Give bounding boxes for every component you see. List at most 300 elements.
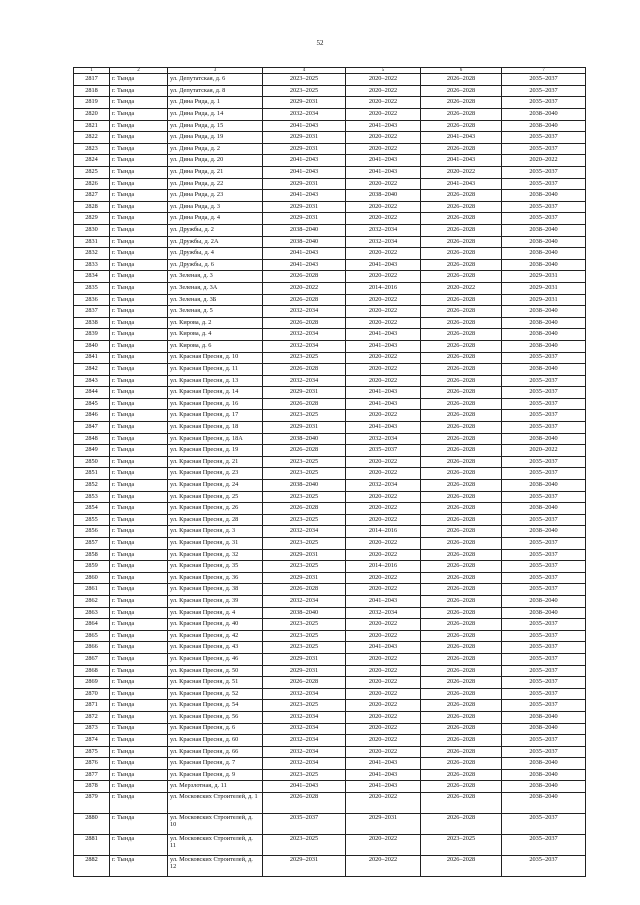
table-row <box>74 352 586 364</box>
city-cell: г. Тында <box>110 109 168 121</box>
row-number: 2819 <box>74 97 110 109</box>
period-cell: 2041–2043 <box>263 190 346 202</box>
address-cell: ул. Красная Пресня, д. 39 <box>168 595 263 607</box>
period-cell: 2041–2043 <box>263 781 346 793</box>
table-row <box>74 364 586 376</box>
table-row <box>74 723 586 735</box>
row-number: 2872 <box>74 711 110 723</box>
address-cell: ул. Красная Пресня, д. 24 <box>168 480 263 492</box>
period-cell: 2023–2025 <box>263 410 346 422</box>
row-number: 2840 <box>74 340 110 352</box>
address-cell: ул. Красная Пресня, д. 32 <box>168 549 263 561</box>
city-cell: г. Тында <box>110 514 168 526</box>
period-cell: 2035–2037 <box>502 178 586 190</box>
table-row <box>74 619 586 631</box>
city-cell: г. Тында <box>110 503 168 515</box>
period-cell: 2041–2043 <box>263 120 346 132</box>
period-cell: 2014–2016 <box>346 526 421 538</box>
row-number: 2824 <box>74 155 110 167</box>
period-cell: 2038–2040 <box>502 120 586 132</box>
address-cell: ул. Красная Пресня, д. 46 <box>168 653 263 665</box>
city-cell: г. Тында <box>110 410 168 422</box>
table-row <box>74 201 586 213</box>
table-row <box>74 178 586 190</box>
period-cell: 2032–2034 <box>346 236 421 248</box>
table-row <box>74 514 586 526</box>
row-number: 2851 <box>74 468 110 480</box>
city-cell: г. Тында <box>110 259 168 271</box>
city-cell: г. Тында <box>110 155 168 167</box>
table-row <box>74 282 586 294</box>
address-cell: ул. Московских Строителей, д. 10 <box>168 814 263 835</box>
city-cell: г. Тында <box>110 468 168 480</box>
row-number: 2825 <box>74 167 110 179</box>
period-cell: 2026–2028 <box>421 677 502 689</box>
period-cell: 2035–2037 <box>502 856 586 877</box>
period-cell: 2026–2028 <box>421 468 502 480</box>
period-cell: 2032–2034 <box>263 735 346 747</box>
address-cell: ул. Красная Пресня, д. 13 <box>168 375 263 387</box>
row-number: 2859 <box>74 561 110 573</box>
period-cell: 2038–2040 <box>502 329 586 341</box>
period-cell: 2035–2037 <box>502 468 586 480</box>
city-cell: г. Тында <box>110 856 168 877</box>
address-cell: ул. Красная Пресня, д. 25 <box>168 491 263 503</box>
period-cell: 2026–2028 <box>421 352 502 364</box>
city-cell: г. Тында <box>110 456 168 468</box>
period-cell: 2035–2037 <box>502 74 586 86</box>
period-cell: 2038–2040 <box>263 480 346 492</box>
period-cell: 2038–2040 <box>502 236 586 248</box>
address-cell: ул. Красная Пресня, д. 16 <box>168 398 263 410</box>
period-cell: 2038–2040 <box>502 758 586 770</box>
city-cell: г. Тында <box>110 549 168 561</box>
row-number: 2863 <box>74 607 110 619</box>
address-cell: ул. Дина Рида, д. 14 <box>168 109 263 121</box>
period-cell: 2023–2025 <box>263 538 346 550</box>
city-cell: г. Тында <box>110 445 168 457</box>
period-cell: 2038–2040 <box>502 769 586 781</box>
period-cell: 2020–2022 <box>346 213 421 225</box>
row-number: 2837 <box>74 306 110 318</box>
table-row <box>74 74 586 86</box>
city-cell: г. Тында <box>110 271 168 283</box>
period-cell: 2026–2028 <box>421 503 502 515</box>
period-cell: 2032–2034 <box>263 723 346 735</box>
period-cell: 2026–2028 <box>263 364 346 376</box>
period-cell: 2041–2043 <box>346 120 421 132</box>
column-header: 4 <box>263 68 346 74</box>
address-cell: ул. Красная Пресня, д. 51 <box>168 677 263 689</box>
period-cell: 2041–2043 <box>421 178 502 190</box>
address-cell: ул. Дружбы, д. 4 <box>168 248 263 260</box>
period-cell: 2038–2040 <box>502 793 586 814</box>
city-cell: г. Тында <box>110 248 168 260</box>
period-cell: 2026–2028 <box>421 758 502 770</box>
city-cell: г. Тында <box>110 422 168 434</box>
city-cell: г. Тында <box>110 735 168 747</box>
period-cell: 2035–2037 <box>502 584 586 596</box>
period-cell: 2020–2022 <box>346 294 421 306</box>
period-cell: 2035–2037 <box>502 213 586 225</box>
period-cell: 2023–2025 <box>263 85 346 97</box>
address-cell: ул. Красная Пресня, д. 43 <box>168 642 263 654</box>
table-row <box>74 340 586 352</box>
period-cell: 2020–2022 <box>346 572 421 584</box>
table-row <box>74 167 586 179</box>
period-cell: 2035–2037 <box>502 514 586 526</box>
column-header: 5 <box>346 68 421 74</box>
period-cell: 2026–2028 <box>263 294 346 306</box>
table-row <box>74 607 586 619</box>
period-cell: 2026–2028 <box>263 677 346 689</box>
period-cell: 2026–2028 <box>421 340 502 352</box>
address-cell: ул. Красная Пресня, д. 31 <box>168 538 263 550</box>
city-cell: г. Тында <box>110 178 168 190</box>
city-cell: г. Тында <box>110 375 168 387</box>
address-cell: ул. Кирова, д. 2 <box>168 317 263 329</box>
period-cell: 2020–2022 <box>346 723 421 735</box>
period-cell: 2029–2031 <box>263 856 346 877</box>
address-cell: ул. Красная Пресня, д. 66 <box>168 746 263 758</box>
city-cell: г. Тында <box>110 224 168 236</box>
period-cell: 2026–2028 <box>421 201 502 213</box>
period-cell: 2035–2037 <box>502 665 586 677</box>
period-cell: 2038–2040 <box>263 236 346 248</box>
address-cell: ул. Дружбы, д. 2 <box>168 224 263 236</box>
period-cell: 2026–2028 <box>421 259 502 271</box>
period-cell: 2026–2028 <box>421 317 502 329</box>
table-row <box>74 132 586 144</box>
period-cell: 2035–2037 <box>502 456 586 468</box>
address-cell: ул. Зеленая, д. 5 <box>168 306 263 318</box>
address-cell: ул. Депутатская, д. 8 <box>168 85 263 97</box>
address-cell: ул. Красная Пресня, д. 36 <box>168 572 263 584</box>
row-number: 2839 <box>74 329 110 341</box>
row-number: 2853 <box>74 491 110 503</box>
period-cell: 2035–2037 <box>502 538 586 550</box>
period-cell: 2020–2022 <box>346 630 421 642</box>
period-cell: 2020–2022 <box>346 468 421 480</box>
row-number: 2846 <box>74 410 110 422</box>
period-cell: 2026–2028 <box>421 700 502 712</box>
city-cell: г. Тында <box>110 688 168 700</box>
period-cell: 2026–2028 <box>421 735 502 747</box>
address-cell: ул. Красная Пресня, д. 60 <box>168 735 263 747</box>
table-row <box>74 410 586 422</box>
period-cell: 2023–2025 <box>263 456 346 468</box>
period-cell: 2035–2037 <box>502 688 586 700</box>
period-cell: 2029–2031 <box>263 653 346 665</box>
period-cell: 2020–2022 <box>346 74 421 86</box>
period-cell: 2038–2040 <box>263 607 346 619</box>
city-cell: г. Тында <box>110 480 168 492</box>
city-cell: г. Тында <box>110 167 168 179</box>
table-row <box>74 746 586 758</box>
period-cell: 2026–2028 <box>421 97 502 109</box>
period-cell: 2029–2031 <box>263 132 346 144</box>
table-row <box>74 85 586 97</box>
period-cell: 2041–2043 <box>346 781 421 793</box>
table-row <box>74 665 586 677</box>
period-cell: 2026–2028 <box>421 781 502 793</box>
period-cell: 2026–2028 <box>421 491 502 503</box>
address-cell: ул. Красная Пресня, д. 23 <box>168 468 263 480</box>
row-number: 2847 <box>74 422 110 434</box>
table-row <box>74 561 586 573</box>
period-cell: 2020–2022 <box>346 352 421 364</box>
table-row <box>74 572 586 584</box>
row-number: 2838 <box>74 317 110 329</box>
period-cell: 2020–2022 <box>346 835 421 856</box>
period-cell: 2026–2028 <box>421 433 502 445</box>
period-cell: 2038–2040 <box>346 190 421 202</box>
column-header: 6 <box>421 68 502 74</box>
city-cell: г. Тында <box>110 201 168 213</box>
row-number: 2818 <box>74 85 110 97</box>
period-cell: 2026–2028 <box>421 480 502 492</box>
period-cell: 2023–2025 <box>263 835 346 856</box>
period-cell: 2026–2028 <box>421 561 502 573</box>
column-header: 1 <box>74 68 110 74</box>
period-cell: 2029–2031 <box>263 387 346 399</box>
row-number: 2878 <box>74 781 110 793</box>
period-cell: 2038–2040 <box>263 433 346 445</box>
period-cell: 2038–2040 <box>502 190 586 202</box>
table-row <box>74 835 586 856</box>
address-cell: ул. Дина Рида, д. 3 <box>168 201 263 213</box>
period-cell: 2038–2040 <box>502 723 586 735</box>
page-number: 52 <box>316 39 324 47</box>
period-cell: 2020–2022 <box>346 109 421 121</box>
period-cell: 2038–2040 <box>502 259 586 271</box>
period-cell: 2020–2022 <box>263 282 346 294</box>
period-cell: 2041–2043 <box>346 155 421 167</box>
period-cell: 2041–2043 <box>346 387 421 399</box>
table-row <box>74 213 586 225</box>
table-row <box>74 317 586 329</box>
address-cell: ул. Красная Пресня, д. 52 <box>168 688 263 700</box>
row-number: 2879 <box>74 793 110 814</box>
period-cell: 2038–2040 <box>502 248 586 260</box>
period-cell: 2020–2022 <box>502 155 586 167</box>
city-cell: г. Тында <box>110 329 168 341</box>
row-number: 2877 <box>74 769 110 781</box>
period-cell: 2026–2028 <box>263 317 346 329</box>
row-number: 2844 <box>74 387 110 399</box>
row-number: 2876 <box>74 758 110 770</box>
period-cell: 2026–2028 <box>421 526 502 538</box>
period-cell: 2026–2028 <box>421 271 502 283</box>
row-number: 2865 <box>74 630 110 642</box>
period-cell: 2026–2028 <box>421 398 502 410</box>
city-cell: г. Тында <box>110 85 168 97</box>
period-cell: 2035–2037 <box>346 445 421 457</box>
address-cell: ул. Красная Пресня, д. 40 <box>168 619 263 631</box>
row-number: 2830 <box>74 224 110 236</box>
period-cell: 2035–2037 <box>502 201 586 213</box>
row-number: 2866 <box>74 642 110 654</box>
row-number: 2873 <box>74 723 110 735</box>
period-cell: 2035–2037 <box>502 700 586 712</box>
city-cell: г. Тында <box>110 364 168 376</box>
period-cell: 2032–2034 <box>346 480 421 492</box>
table-row <box>74 259 586 271</box>
address-cell: ул. Красная Пресня, д. 42 <box>168 630 263 642</box>
period-cell: 2026–2028 <box>421 688 502 700</box>
city-cell: г. Тында <box>110 584 168 596</box>
table-row <box>74 595 586 607</box>
city-cell: г. Тында <box>110 814 168 835</box>
period-cell: 2020–2022 <box>346 248 421 260</box>
period-cell: 2035–2037 <box>502 735 586 747</box>
row-number: 2823 <box>74 143 110 155</box>
row-number: 2849 <box>74 445 110 457</box>
address-cell: ул. Красная Пресня, д. 6 <box>168 723 263 735</box>
period-cell: 2020–2022 <box>346 746 421 758</box>
city-cell: г. Тында <box>110 835 168 856</box>
period-cell: 2041–2043 <box>346 167 421 179</box>
period-cell: 2020–2022 <box>346 178 421 190</box>
address-cell: ул. Красная Пресня, д. 28 <box>168 514 263 526</box>
table-row <box>74 271 586 283</box>
address-cell: ул. Московских Строителей, д. 12 <box>168 856 263 877</box>
period-cell: 2020–2022 <box>346 549 421 561</box>
period-cell: 2041–2043 <box>346 259 421 271</box>
city-cell: г. Тында <box>110 433 168 445</box>
period-cell: 2032–2034 <box>263 306 346 318</box>
period-cell: 2014–2016 <box>346 282 421 294</box>
period-cell: 2023–2025 <box>263 514 346 526</box>
city-cell: г. Тында <box>110 665 168 677</box>
row-number: 2870 <box>74 688 110 700</box>
address-cell: ул. Красная Пресня, д. 54 <box>168 700 263 712</box>
address-cell: ул. Красная Пресня, д. 4 <box>168 607 263 619</box>
period-cell: 2029–2031 <box>263 665 346 677</box>
table-row <box>74 642 586 654</box>
row-number: 2834 <box>74 271 110 283</box>
period-cell: 2023–2025 <box>263 642 346 654</box>
period-cell: 2020–2022 <box>346 688 421 700</box>
city-cell: г. Тында <box>110 793 168 814</box>
period-cell: 2035–2037 <box>263 814 346 835</box>
table-row <box>74 677 586 689</box>
period-cell: 2035–2037 <box>502 619 586 631</box>
period-cell: 2038–2040 <box>502 433 586 445</box>
period-cell: 2023–2025 <box>263 74 346 86</box>
table-row <box>74 630 586 642</box>
row-number: 2841 <box>74 352 110 364</box>
city-cell: г. Тында <box>110 526 168 538</box>
address-cell: ул. Депутатская, д. 6 <box>168 74 263 86</box>
period-cell: 2035–2037 <box>502 746 586 758</box>
column-header: 2 <box>110 68 168 74</box>
table-row <box>74 456 586 468</box>
row-number: 2836 <box>74 294 110 306</box>
row-number: 2864 <box>74 619 110 631</box>
period-cell: 2035–2037 <box>502 398 586 410</box>
address-cell: ул. Красная Пресня, д. 7 <box>168 758 263 770</box>
city-cell: г. Тында <box>110 143 168 155</box>
city-cell: г. Тында <box>110 630 168 642</box>
table-row <box>74 387 586 399</box>
period-cell: 2023–2025 <box>421 835 502 856</box>
address-cell: ул. Кирова, д. 6 <box>168 340 263 352</box>
period-cell: 2035–2037 <box>502 653 586 665</box>
period-cell: 2020–2022 <box>346 317 421 329</box>
period-cell: 2026–2028 <box>263 271 346 283</box>
address-cell: ул. Красная Пресня, д. 26 <box>168 503 263 515</box>
period-cell: 2020–2022 <box>346 491 421 503</box>
period-cell: 2026–2028 <box>421 746 502 758</box>
table-row <box>74 306 586 318</box>
row-number: 2826 <box>74 178 110 190</box>
city-cell: г. Тында <box>110 723 168 735</box>
period-cell: 2020–2022 <box>346 711 421 723</box>
period-cell: 2020–2022 <box>346 735 421 747</box>
period-cell: 2026–2028 <box>421 248 502 260</box>
city-cell: г. Тында <box>110 491 168 503</box>
period-cell: 2041–2043 <box>421 155 502 167</box>
city-cell: г. Тында <box>110 120 168 132</box>
table-row <box>74 224 586 236</box>
period-cell: 2035–2037 <box>502 835 586 856</box>
row-number: 2862 <box>74 595 110 607</box>
table-row <box>74 398 586 410</box>
period-cell: 2029–2031 <box>263 422 346 434</box>
period-cell: 2023–2025 <box>263 352 346 364</box>
row-number: 2852 <box>74 480 110 492</box>
period-cell: 2035–2037 <box>502 630 586 642</box>
period-cell: 2026–2028 <box>421 769 502 781</box>
address-cell: ул. Зеленая, д. 3Б <box>168 294 263 306</box>
address-cell: ул. Красная Пресня, д. 50 <box>168 665 263 677</box>
period-cell: 2041–2043 <box>346 422 421 434</box>
period-cell: 2035–2037 <box>502 143 586 155</box>
period-cell: 2020–2022 <box>346 456 421 468</box>
period-cell: 2020–2022 <box>346 201 421 213</box>
period-cell: 2026–2028 <box>421 422 502 434</box>
period-cell: 2041–2043 <box>346 398 421 410</box>
table-row <box>74 758 586 770</box>
city-cell: г. Тында <box>110 769 168 781</box>
period-cell: 2020–2022 <box>346 503 421 515</box>
period-cell: 2026–2028 <box>421 630 502 642</box>
period-cell: 2026–2028 <box>421 607 502 619</box>
period-cell: 2032–2034 <box>263 688 346 700</box>
period-cell: 2026–2028 <box>421 856 502 877</box>
table-row <box>74 503 586 515</box>
address-cell: ул. Дина Рида, д. 1 <box>168 97 263 109</box>
period-cell: 2020–2022 <box>346 306 421 318</box>
period-cell: 2026–2028 <box>421 665 502 677</box>
address-cell: ул. Мерзлотная, д. 11 <box>168 781 263 793</box>
row-number: 2842 <box>74 364 110 376</box>
period-cell: 2038–2040 <box>502 503 586 515</box>
period-cell: 2023–2025 <box>263 700 346 712</box>
period-cell: 2041–2043 <box>263 248 346 260</box>
address-cell: ул. Красная Пресня, д. 21 <box>168 456 263 468</box>
period-cell: 2035–2037 <box>502 677 586 689</box>
period-cell: 2020–2022 <box>346 514 421 526</box>
period-cell: 2020–2022 <box>346 410 421 422</box>
table-row <box>74 433 586 445</box>
period-cell: 2026–2028 <box>421 120 502 132</box>
period-cell: 2026–2028 <box>421 224 502 236</box>
address-cell: ул. Дина Рида, д. 15 <box>168 120 263 132</box>
column-header: 7 <box>502 68 586 74</box>
address-cell: ул. Красная Пресня, д. 14 <box>168 387 263 399</box>
